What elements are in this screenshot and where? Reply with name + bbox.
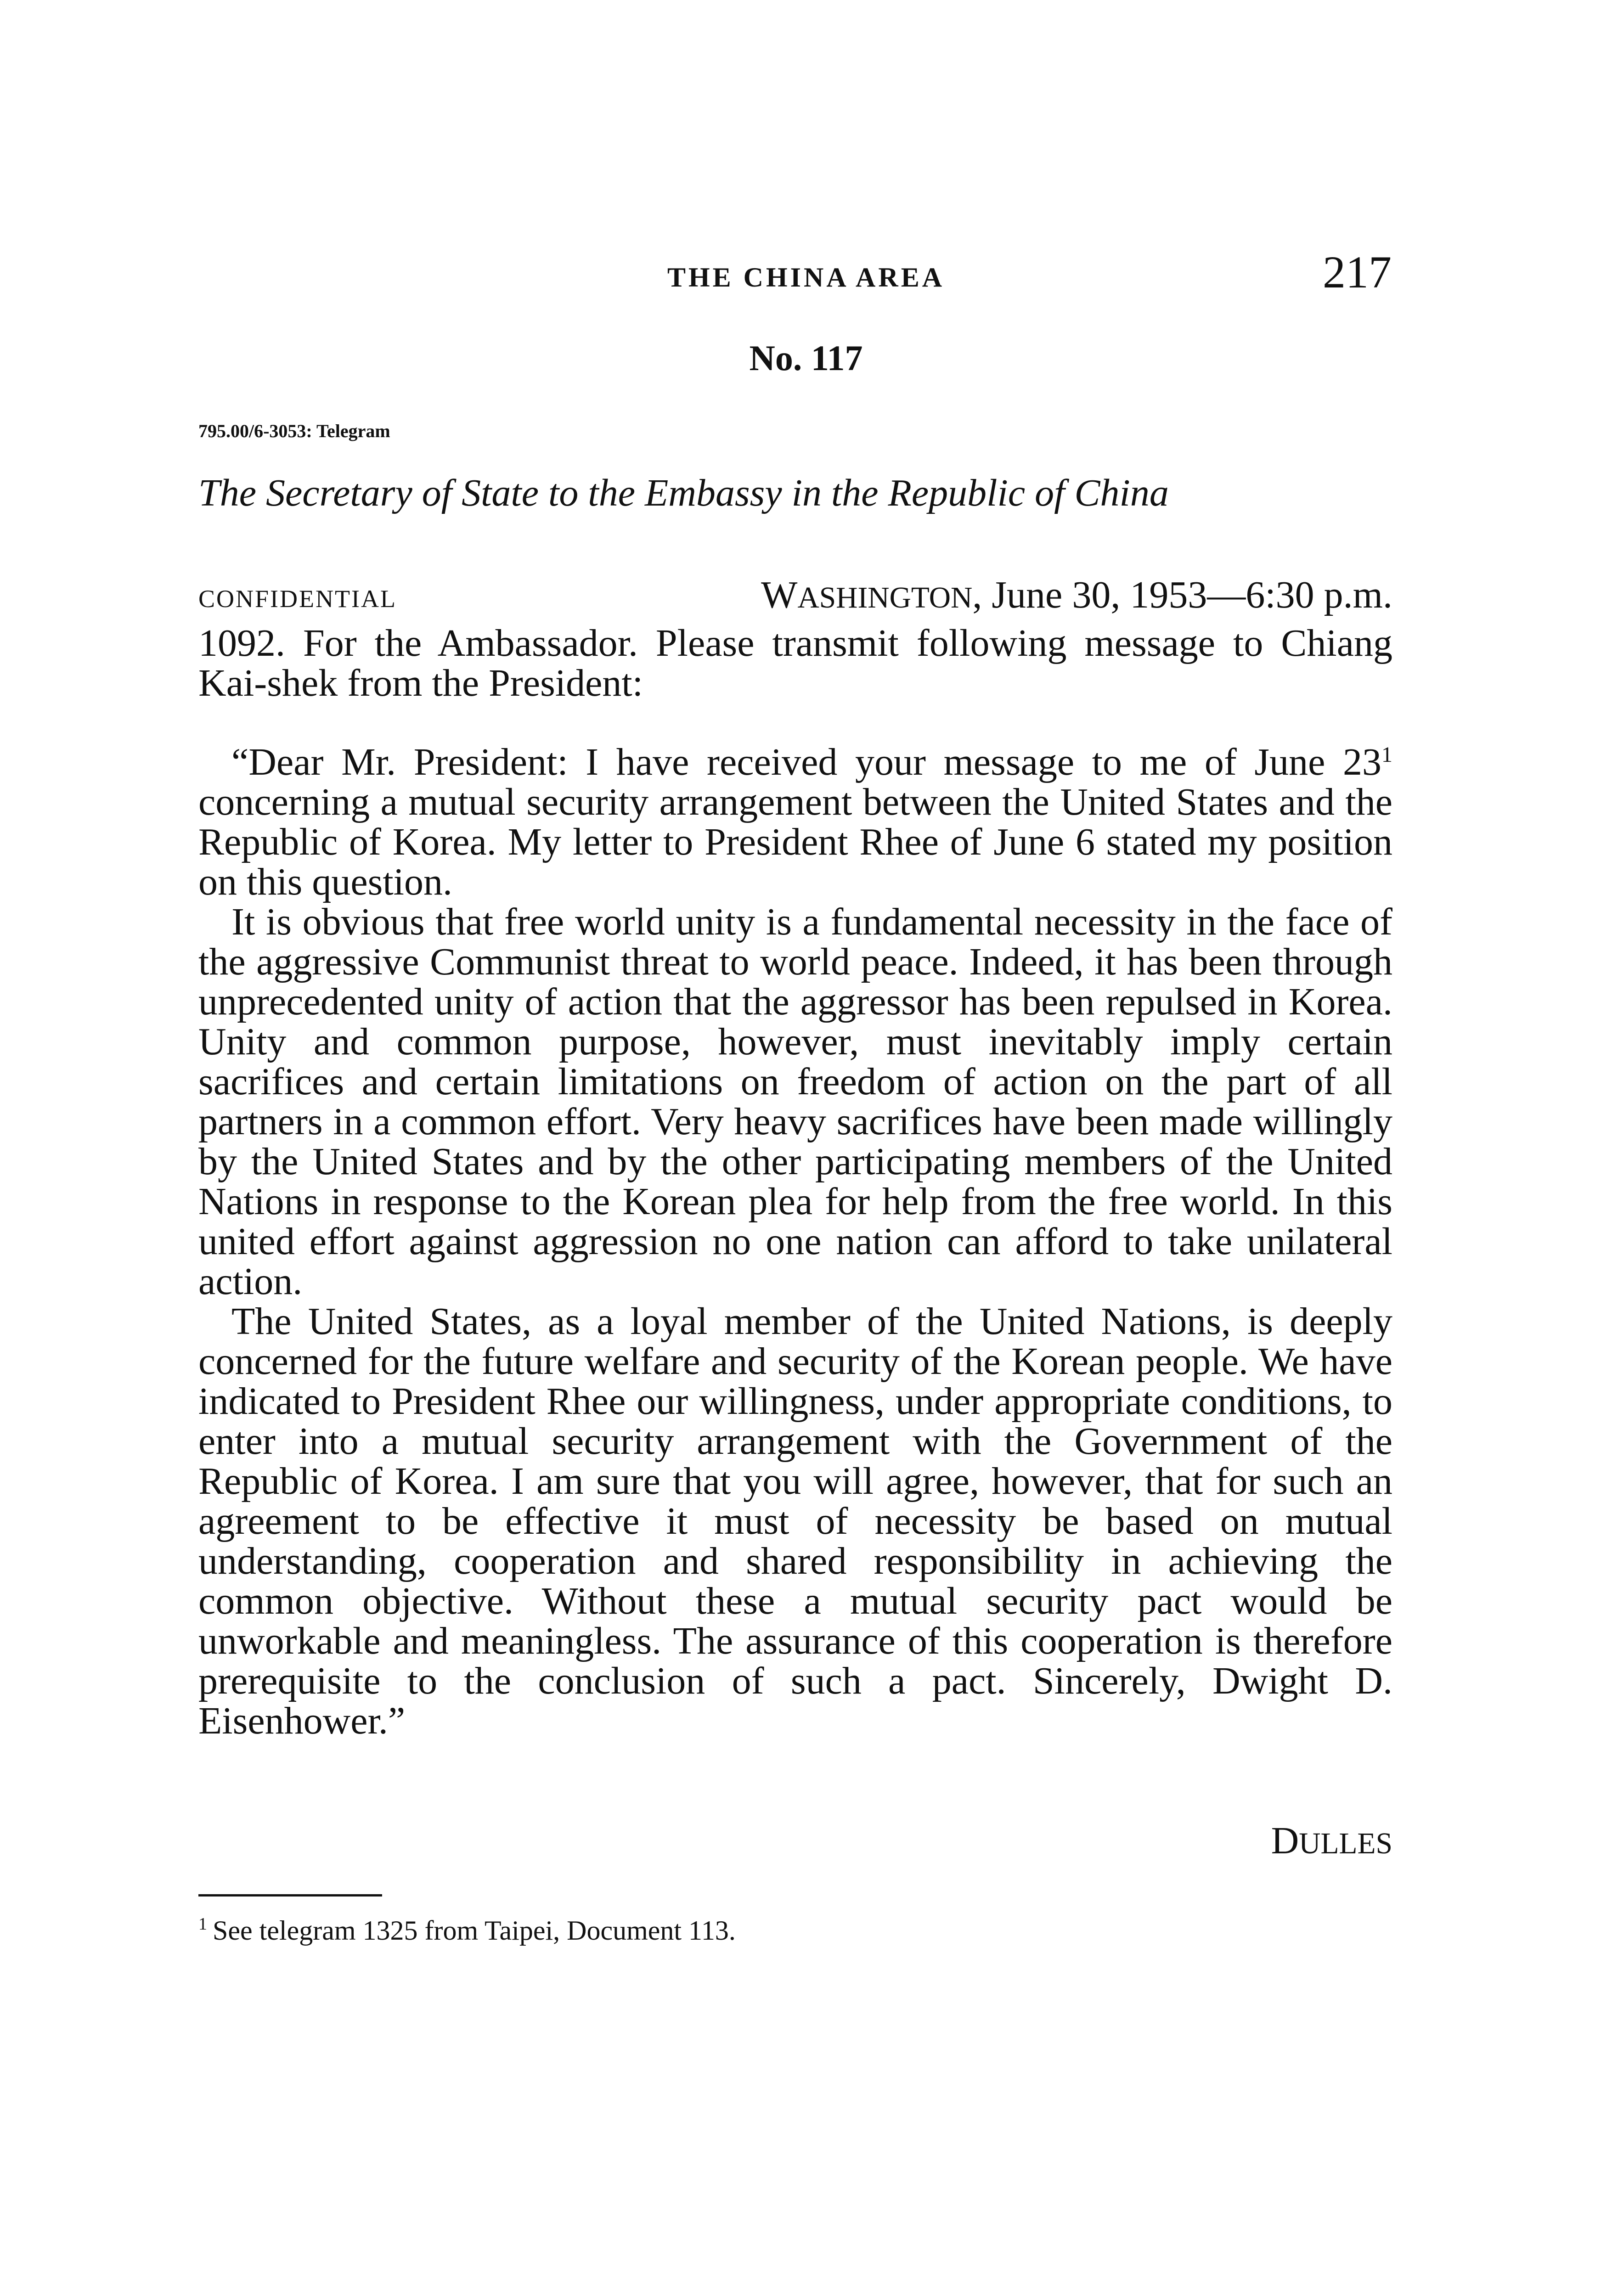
classification-label: CONFIDENTIAL <box>198 585 397 613</box>
dateline-place: WASHINGTON <box>761 574 973 616</box>
running-head: THE CHINA AREA <box>667 262 945 293</box>
dateline <box>707 573 1392 617</box>
footnote-mark: 1 <box>198 1914 207 1934</box>
footnote-divider <box>198 1894 382 1896</box>
page-number: 217 <box>1323 247 1392 298</box>
file-reference: 795.00/6-3053: Telegram <box>198 421 390 441</box>
document-number: No. 117 <box>749 338 863 378</box>
letter-paragraph-3: The United States, as a loyal member of the United Nations, is deeply concerned for the future welfare and security of the Korean people. We have indicated to President Rhee our willingness, under appropriate conditions, to enter into a mutual security arrangement with the Government of the Republic of Korea. I am sure that you will agree, however, that for such an agreement to be effective it must of necessity be based on mutual understanding, cooperation and shared responsibility in achieving the common objective. Without these a mutual security pact would be unworkable and meaningless. The assurance of this cooperation is therefore prerequisite to the conclusion of such a pact. Sincerely, Dwight D. Eisenhower.” <box>198 1300 1392 1742</box>
letter-paragraph-2: It is obvious that free world unity is a fundamental necessity in the face of the aggressive Communist threat to world peace. Indeed, it has been through unprecedented unity of action that the aggressor has been repulsed in Korea. Unity and common purpose, however, must inevitably imply certain sacrifices and certain limitations on freedom of action on the part of all partners in a common effort. Very heavy sacrifices have been made willingly by the United States and by the other participating members of the United Nations in response to the Korean plea for help from the free world. In this united effort against aggression no one nation can afford to take unilateral action. <box>198 900 1392 1303</box>
letter-paragraph-1 <box>198 742 1392 902</box>
letter-paragraph-1-text: “Dear Mr. President: I have received your message to me of June 23 <box>231 741 1381 783</box>
opening-paragraph: 1092. For the Ambassador. Please transmit following message to Chiang Kai-shek from the President: <box>198 622 1392 704</box>
telegram-body <box>198 623 1392 1741</box>
footnote-1 <box>198 1915 1392 1947</box>
letter-paragraph-1-continued: concerning a mutual security arrangement between the United States and the Republic of Korea. My letter to President Rhee of June 6 stated my position on this question. <box>198 781 1392 903</box>
footnote-reference[interactable]: 1 <box>1381 743 1392 767</box>
dateline-date: , June 30, 1953—6:30 p.m. <box>972 574 1392 616</box>
footnote-text: See telegram 1325 from Taipei, Document 113. <box>213 1915 736 1946</box>
signature-name: DULLES <box>1271 1819 1392 1862</box>
signature <box>1194 1818 1392 1863</box>
document-heading: The Secretary of State to the Embassy in the Republic of China <box>198 472 1169 514</box>
